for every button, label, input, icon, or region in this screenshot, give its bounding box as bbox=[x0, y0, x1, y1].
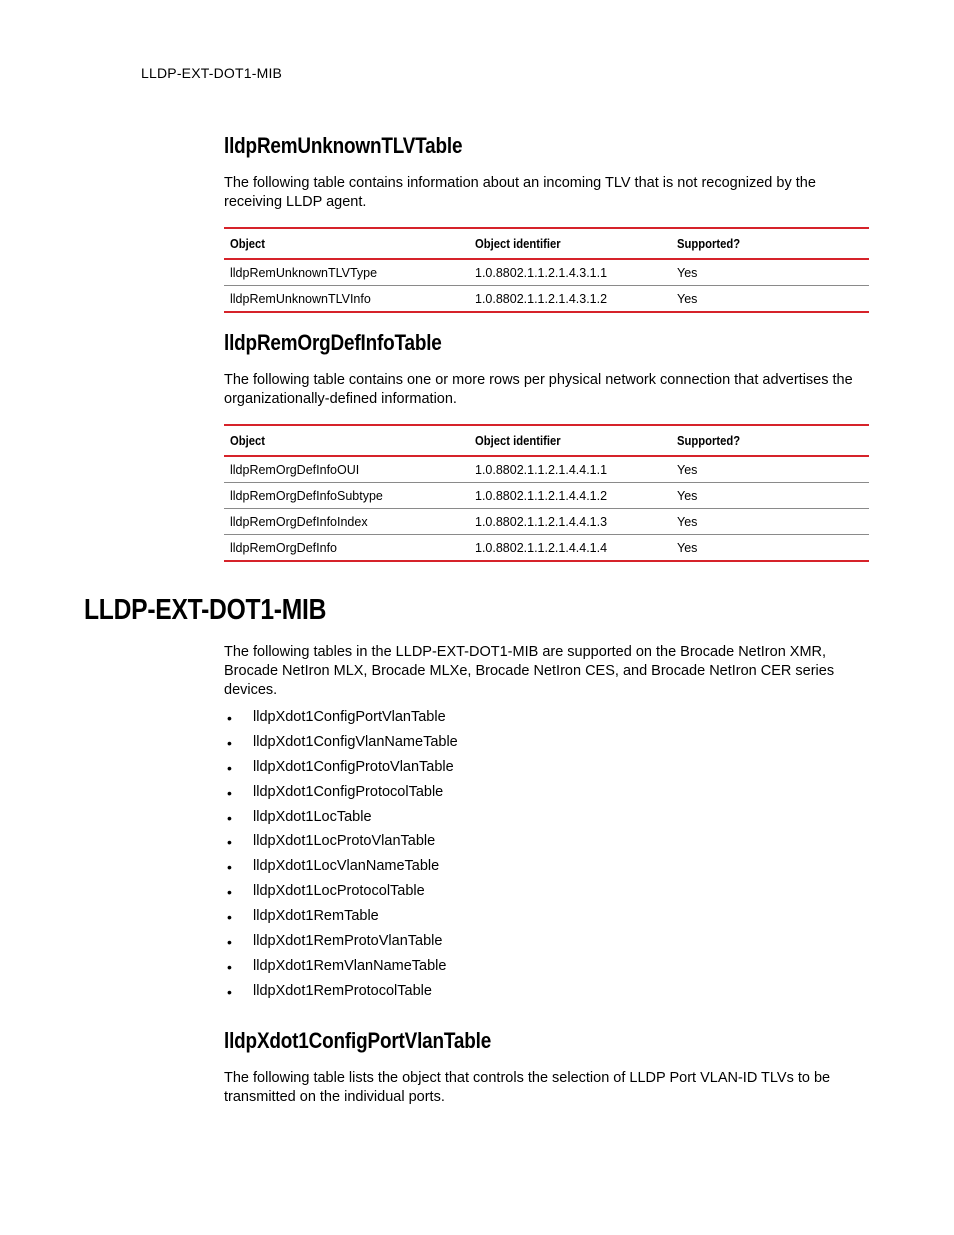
org-def-info-table bbox=[224, 424, 869, 562]
unknown-tlv-table bbox=[224, 227, 869, 313]
bullet-icon: • bbox=[227, 809, 232, 826]
list-item: • lldpXdot1LocVlanNameTable bbox=[227, 858, 440, 876]
supported-tables-list bbox=[224, 708, 458, 1007]
list-item: • lldpXdot1ConfigProtoVlanTable bbox=[227, 758, 454, 776]
list-item: • lldpXdot1RemVlanNameTable bbox=[227, 957, 447, 975]
cell-supported: Yes bbox=[671, 286, 869, 313]
table-row bbox=[224, 259, 869, 286]
list-item: • lldpXdot1RemTable bbox=[227, 908, 379, 926]
list-item: • lldpXdot1RemProtocolTable bbox=[227, 982, 432, 1000]
column-header-object: Object bbox=[224, 425, 469, 456]
section-intro: The following table lists the object that controls the selection of LLDP Port VLAN-ID TLVs to be transmitted on the individual ports. bbox=[224, 1070, 831, 1105]
column-header-object-identifier: Object identifier bbox=[469, 425, 671, 456]
chapter-intro: The following tables in the LLDP-EXT-DOT1-MIB are supported on the Brocade NetIron XMR, Brocade NetIron MLX, Brocade MLXe, Brocade NetIron CES, and Brocade NetIron CER series devices. bbox=[224, 644, 835, 698]
cell-object: lldpRemUnknownTLVType bbox=[224, 259, 469, 286]
running-header: LLDP-EXT-DOT1-MIB bbox=[141, 65, 283, 81]
cell-object: lldpRemUnknownTLVInfo bbox=[224, 286, 469, 313]
column-header-supported: Supported? bbox=[671, 228, 869, 259]
cell-object: lldpRemOrgDefInfo bbox=[224, 535, 469, 562]
bullet-icon: • bbox=[227, 884, 232, 901]
cell-oid: 1.0.8802.1.1.2.1.4.4.1.1 bbox=[469, 456, 671, 483]
section-heading-lldpxdot1configportvlantable: lldpXdot1ConfigPortVlanTable bbox=[224, 1028, 492, 1053]
cell-oid: 1.0.8802.1.1.2.1.4.3.1.2 bbox=[469, 286, 671, 313]
cell-oid: 1.0.8802.1.1.2.1.4.4.1.2 bbox=[469, 483, 671, 509]
chapter-heading: LLDP-EXT-DOT1-MIB bbox=[84, 594, 327, 626]
bullet-icon: • bbox=[227, 834, 232, 851]
table-row bbox=[224, 483, 869, 509]
bullet-icon: • bbox=[227, 934, 232, 951]
column-header-object-identifier: Object identifier bbox=[469, 228, 671, 259]
cell-supported: Yes bbox=[671, 509, 869, 535]
cell-supported: Yes bbox=[671, 535, 869, 562]
section-heading-lldpremunknowntlvtable: lldpRemUnknownTLVTable bbox=[224, 133, 463, 158]
section-intro: The following table contains information about an incoming TLV that is not recognized by the receiving LLDP agent. bbox=[224, 175, 816, 210]
list-item: • lldpXdot1LocProtoVlanTable bbox=[227, 833, 436, 851]
bullet-icon: • bbox=[227, 734, 232, 751]
list-item: • lldpXdot1ConfigProtocolTable bbox=[227, 783, 444, 801]
list-item: • lldpXdot1ConfigVlanNameTable bbox=[227, 733, 458, 751]
table-row bbox=[224, 286, 869, 313]
bullet-icon: • bbox=[227, 958, 232, 975]
cell-oid: 1.0.8802.1.1.2.1.4.4.1.4 bbox=[469, 535, 671, 562]
bullet-icon: • bbox=[227, 710, 232, 726]
bullet-icon: • bbox=[227, 784, 232, 801]
list-item: • lldpXdot1ConfigPortVlanTable bbox=[227, 709, 446, 726]
cell-object: lldpRemOrgDefInfoSubtype bbox=[224, 483, 469, 509]
table-row bbox=[224, 509, 869, 535]
list-item: • lldpXdot1RemProtoVlanTable bbox=[227, 933, 443, 951]
table-header-row bbox=[224, 425, 869, 456]
bullet-icon: • bbox=[227, 759, 232, 776]
bullet-icon: • bbox=[227, 983, 232, 1000]
cell-supported: Yes bbox=[671, 483, 869, 509]
table-row bbox=[224, 535, 869, 562]
section-intro: The following table contains one or more rows per physical network connection that advertises the organizationally-defined information. bbox=[224, 372, 853, 407]
column-header-supported: Supported? bbox=[671, 425, 869, 456]
cell-oid: 1.0.8802.1.1.2.1.4.4.1.3 bbox=[469, 509, 671, 535]
cell-object: lldpRemOrgDefInfoIndex bbox=[224, 509, 469, 535]
section-heading-lldpremorgdefinfotable: lldpRemOrgDefInfoTable bbox=[224, 330, 442, 355]
cell-supported: Yes bbox=[671, 456, 869, 483]
cell-supported: Yes bbox=[671, 259, 869, 286]
cell-object: lldpRemOrgDefInfoOUI bbox=[224, 456, 469, 483]
column-header-object: Object bbox=[224, 228, 469, 259]
table-row bbox=[224, 456, 869, 483]
cell-oid: 1.0.8802.1.1.2.1.4.3.1.1 bbox=[469, 259, 671, 286]
list-item: • lldpXdot1LocProtocolTable bbox=[227, 883, 425, 901]
table-header-row bbox=[224, 228, 869, 259]
list-item: • lldpXdot1LocTable bbox=[227, 808, 372, 826]
bullet-icon: • bbox=[227, 909, 232, 926]
bullet-icon: • bbox=[227, 859, 232, 876]
